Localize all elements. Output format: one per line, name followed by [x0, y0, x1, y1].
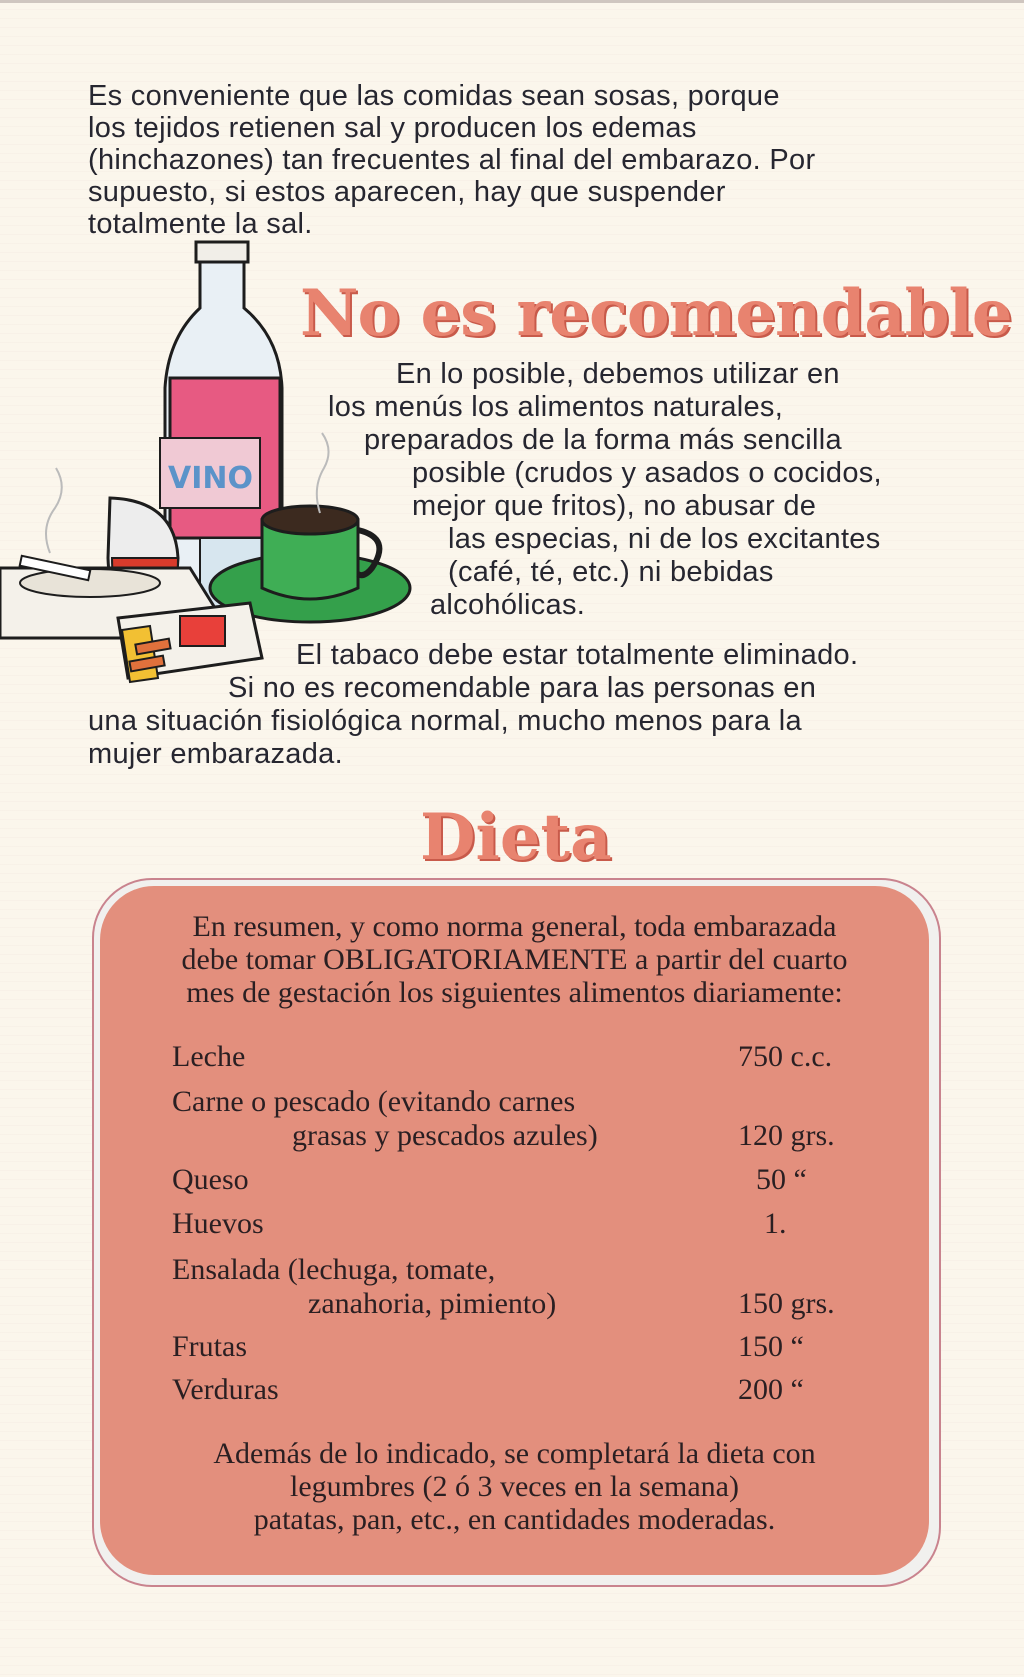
intro-line: Es conveniente que las comidas sean sosas, porque	[88, 80, 780, 112]
no-recomendable-line: los menús los alimentos naturales,	[328, 391, 784, 423]
diet-item-qty: 200 “	[738, 1373, 804, 1406]
page-top-rule	[0, 0, 1024, 3]
bottle-label: VINO	[168, 461, 253, 496]
diet-item-qty: 750 c.c.	[738, 1040, 833, 1073]
intro-line: (hinchazones) tan frecuentes al final del embarazo. Por	[88, 144, 816, 176]
no-recomendable-line: Si no es recomendable para las personas en	[228, 672, 817, 704]
no-recomendable-heading: No es recomendable	[300, 276, 1012, 351]
intro-line: supuesto, si estos aparecen, hay que suspender	[88, 176, 726, 208]
diet-intro-line: mes de gestación los siguientes alimentos diariamente:	[186, 976, 843, 1009]
no-recomendable-line: En lo posible, debemos utilizar en	[396, 358, 840, 390]
diet-item-name: Ensalada (lechuga, tomate,	[172, 1253, 496, 1286]
diet-item-name-cont: grasas y pescados azules)	[292, 1119, 598, 1152]
diet-item-name: Carne o pescado (evitando carnes	[172, 1085, 576, 1118]
no-recomendable-line: El tabaco debe estar totalmente eliminado.	[296, 639, 859, 671]
no-recomendable-line: mujer embarazada.	[88, 738, 343, 770]
no-recomendable-line: las especias, ni de los excitantes	[448, 523, 881, 555]
diet-item-name: Leche	[172, 1040, 246, 1073]
diet-intro	[100, 910, 929, 1009]
diet-item-name: Verduras	[172, 1373, 279, 1406]
no-recomendable-line: posible (crudos y asados o cocidos,	[412, 457, 882, 489]
dieta-heading: Dieta	[420, 800, 612, 875]
diet-closing-line: patatas, pan, etc., en cantidades moderadas.	[253, 1503, 776, 1536]
diet-item-qty: 120 grs.	[738, 1119, 835, 1152]
no-recomendable-line: alcohólicas.	[430, 589, 586, 621]
no-recomendable-line: mejor que fritos), no abusar de	[412, 490, 817, 522]
intro-line: los tejidos retienen sal y producen los edemas	[88, 112, 697, 144]
no-recomendable-line: (café, té, etc.) ni bebidas	[448, 556, 774, 588]
diet-item-name-cont: zanahoria, pimiento)	[308, 1287, 557, 1320]
diet-item-qty: 150 “	[738, 1330, 804, 1363]
diet-item-qty: 150 grs.	[738, 1287, 835, 1320]
diet-item-name: Queso	[172, 1163, 249, 1196]
diet-item-name: Frutas	[172, 1330, 247, 1363]
no-recomendable-line: preparados de la forma más sencilla	[364, 424, 842, 456]
diet-item-name: Huevos	[172, 1207, 264, 1240]
diet-closing-line: Además de lo indicado, se completará la dieta con	[213, 1437, 816, 1470]
intro-line: totalmente la sal.	[88, 208, 313, 240]
diet-closing-line: legumbres (2 ó 3 veces en la semana)	[290, 1470, 739, 1503]
cigarette-pack-icon	[118, 603, 262, 682]
diet-item-qty: 1.	[764, 1207, 787, 1240]
no-recomendable-line: una situación fisiológica normal, mucho menos para la	[88, 705, 802, 737]
intro-paragraph	[88, 80, 815, 240]
diet-item-qty: 50 “	[756, 1163, 807, 1196]
diet-intro-line: debe tomar OBLIGATORIAMENTE a partir del cuarto	[181, 943, 848, 976]
diet-intro-line: En resumen, y como norma general, toda embarazada	[192, 910, 837, 943]
diet-closing	[100, 1437, 929, 1536]
